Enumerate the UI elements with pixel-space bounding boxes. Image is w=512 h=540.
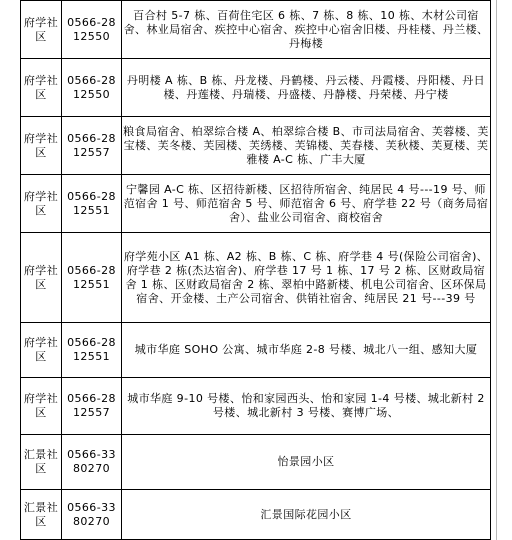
table-row — [21, 1, 491, 59]
coverage-cell: 城市华庭 SOHO 公寓、城市华庭 2-8 号楼、城北八一组、感知大厦 — [122, 323, 491, 378]
phone-cell: 0566-28 12550 — [62, 59, 122, 117]
coverage-cell: 丹明楼 A 栋、B 栋、丹龙楼、丹鹤楼、丹云楼、丹霞楼、丹阳楼、丹日楼、丹莲楼、丹瑞楼、丹盛楼、丹静楼、丹荣楼、丹宁楼 — [122, 59, 491, 117]
community-cell: 府学社区 — [21, 59, 62, 117]
community-table — [20, 0, 491, 540]
coverage-cell: 宁馨园 A-C 栋、区招待新楼、区招待所宿舍、纯居民 4 号---19 号、师范宿舍 1 号、师范宿舍 5 号、师范宿舍 6 号、府学巷 22 号（商务局宿舍）、盐业公司宿舍、商校宿舍 — [122, 175, 491, 233]
community-cell: 府学社区 — [21, 117, 62, 175]
table-row — [21, 435, 491, 490]
community-cell: 府学社区 — [21, 378, 62, 435]
community-cell: 府学社区 — [21, 323, 62, 378]
table-row — [21, 233, 491, 323]
table-row — [21, 323, 491, 378]
coverage-cell: 城市华庭 9-10 号楼、怡和家园西头、怡和家园 1-4 号楼、城北新村 2 号楼、城北新村 3 号楼、赛博广场、 — [122, 378, 491, 435]
community-cell: 府学社区 — [21, 175, 62, 233]
phone-cell: 0566-28 12557 — [62, 117, 122, 175]
coverage-cell: 怡景园小区 — [122, 435, 491, 490]
community-cell: 汇景社区 — [21, 435, 62, 490]
table-row — [21, 59, 491, 117]
community-cell: 汇景社区 — [21, 490, 62, 540]
phone-cell: 0566-28 12551 — [62, 323, 122, 378]
community-cell: 府学社区 — [21, 1, 62, 59]
coverage-cell: 汇景国际花园小区 — [122, 490, 491, 540]
coverage-cell: 粮食局宿舍、柏翠综合楼 A、柏翠综合楼 B、市司法局宿舍、芙蓉楼、芙宝楼、芙冬楼、芙园楼、芙绣楼、芙锦楼、芙春楼、芙秋楼、芙夏楼、芙雅楼 A-C 栋、广丰大厦 — [122, 117, 491, 175]
table-row — [21, 117, 491, 175]
phone-cell: 0566-33 80270 — [62, 490, 122, 540]
coverage-cell: 百合村 5-7 栋、百荷住宅区 6 栋、7 栋、8 栋、10 栋、木材公司宿舍、林业局宿舍、疾控中心宿舍、疾控中心宿舍旧楼、丹桂楼、丹兰楼、丹梅楼 — [122, 1, 491, 59]
phone-cell: 0566-28 12551 — [62, 233, 122, 323]
page-edge-line — [496, 0, 497, 540]
phone-cell: 0566-33 80270 — [62, 435, 122, 490]
phone-cell: 0566-28 12557 — [62, 378, 122, 435]
table-row — [21, 378, 491, 435]
table-row — [21, 175, 491, 233]
table-row — [21, 490, 491, 540]
community-cell: 府学社区 — [21, 233, 62, 323]
coverage-cell: 府学苑小区 A1 栋、A2 栋、B 栋、C 栋、府学巷 4 号(保险公司宿舍)、府学巷 2 栋(杰达宿舍)、府学巷 17 号 1 栋、17 号 2 栋、区财政局宿舍 1 栋、区财政局宿舍 2 栋、翠柏中路新楼、机电公司宿舍、区环保局宿舍、开金楼、土产公司宿舍、供销社宿舍、纯居民 21 号---39 号 — [122, 233, 491, 323]
phone-cell: 0566-28 12551 — [62, 175, 122, 233]
phone-cell: 0566-28 12550 — [62, 1, 122, 59]
